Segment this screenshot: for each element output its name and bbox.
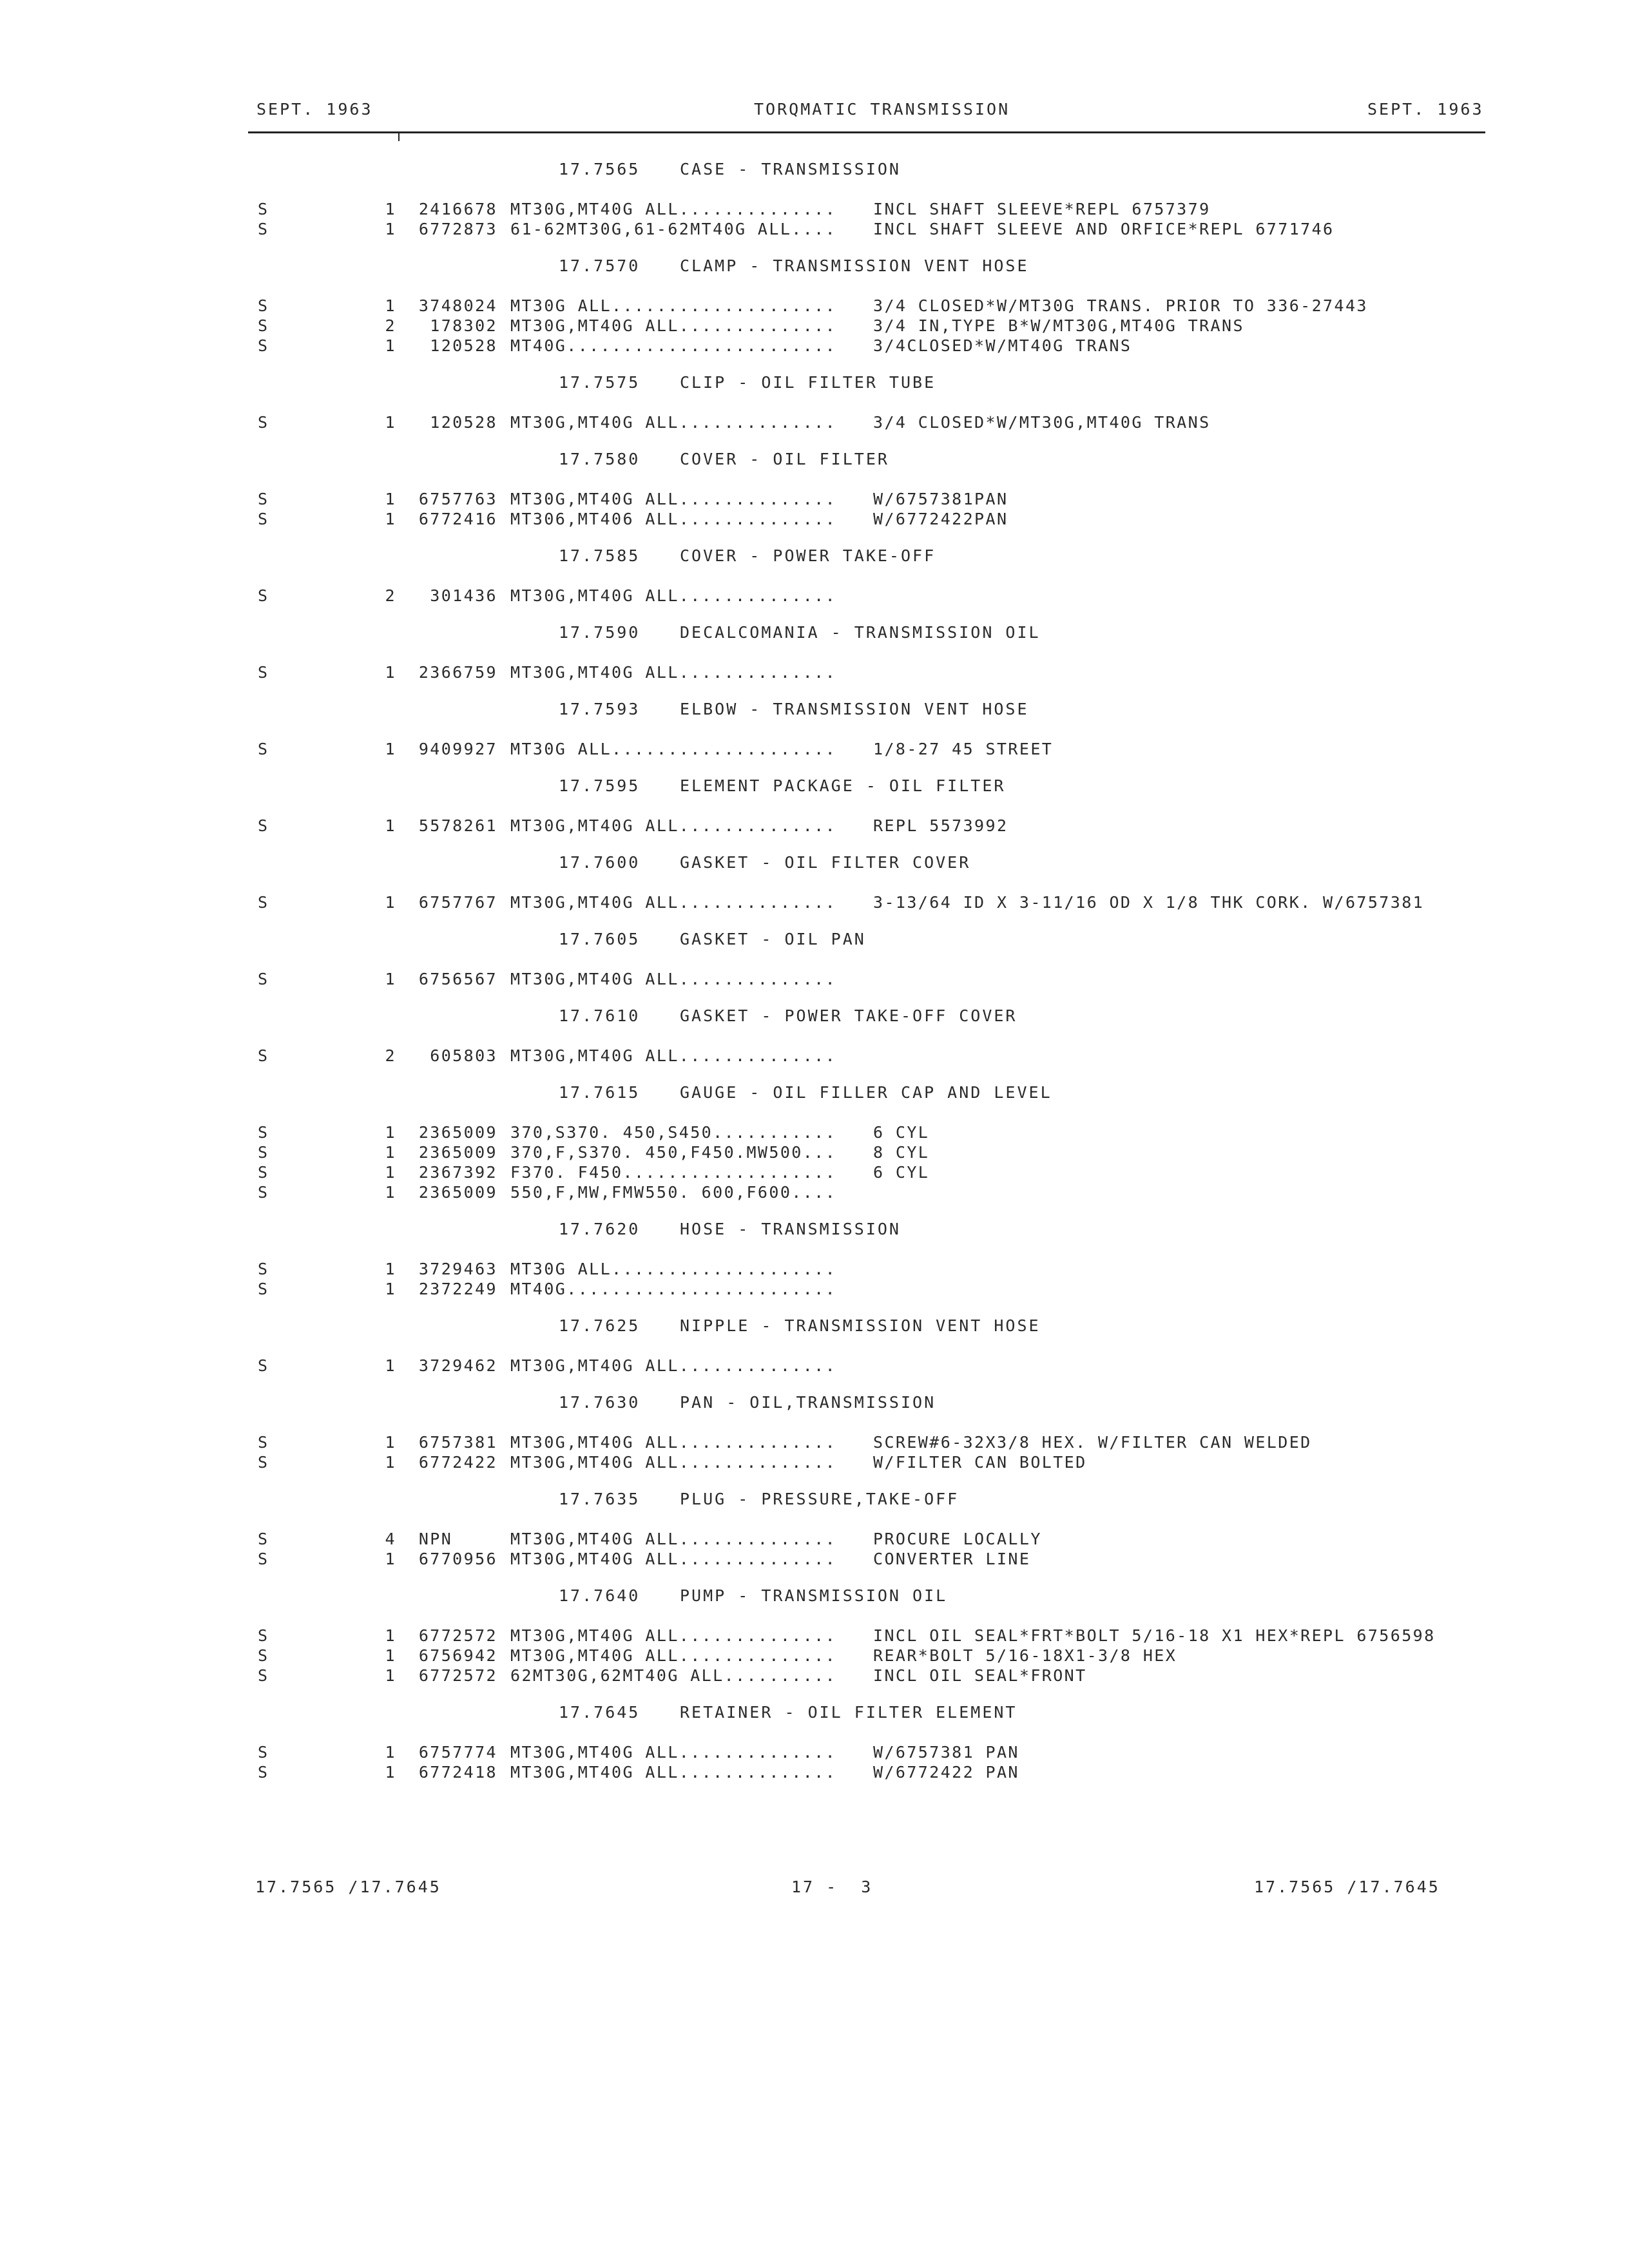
source-code: S (258, 1530, 269, 1548)
part-row (0, 1183, 1629, 1203)
source-code: S (258, 296, 269, 315)
quantity: 2 (385, 316, 396, 335)
model-application: 61-62MT30G,61-62MT40G ALL.... (510, 220, 837, 238)
part-row (0, 1763, 1629, 1783)
part-number: 6772572 (418, 1666, 497, 1685)
section-heading (0, 1316, 1629, 1341)
model-application: F370. F450................... (510, 1163, 837, 1182)
section-number: 17.7630 (559, 1393, 641, 1412)
quantity: 1 (385, 1356, 396, 1375)
description: SCREW#6-32X3/8 HEX. W/FILTER CAN WELDED (873, 1433, 1312, 1452)
description: 3/4 CLOSED*W/MT30G,MT40G TRANS (873, 413, 1211, 432)
model-application: 370,S370. 450,S450........... (510, 1123, 837, 1142)
part-number: 6757767 (418, 893, 497, 912)
part-number: 6772873 (418, 220, 497, 238)
description: 3-13/64 ID X 3-11/16 OD X 1/8 THK CORK. W/6757381 (873, 893, 1425, 912)
source-code: S (258, 1046, 269, 1065)
model-application: MT30G,MT40G ALL.............. (510, 1356, 837, 1375)
part-number: 2365009 (418, 1123, 497, 1142)
section-number: 17.7565 (559, 160, 641, 178)
section-title: GAUGE - OIL FILLER CAP AND LEVEL (680, 1083, 1052, 1102)
description: 3/4CLOSED*W/MT40G TRANS (873, 336, 1132, 355)
quantity: 1 (385, 1123, 396, 1142)
part-number: 5578261 (418, 816, 497, 835)
quantity: 1 (385, 200, 396, 218)
description: REPL 5573992 (873, 816, 1008, 835)
part-row (0, 1280, 1629, 1300)
section-heading (0, 1393, 1629, 1418)
section-heading (0, 1220, 1629, 1244)
part-number: 6757381 (418, 1433, 497, 1452)
section-number: 17.7615 (559, 1083, 641, 1102)
quantity: 1 (385, 1143, 396, 1162)
section-title: PLUG - PRESSURE,TAKE-OFF (680, 1490, 959, 1508)
description: 6 CYL (873, 1123, 930, 1142)
quantity: 1 (385, 1550, 396, 1568)
description: W/6772422PAN (873, 510, 1008, 528)
description: CONVERTER LINE (873, 1550, 1031, 1568)
description: 6 CYL (873, 1163, 930, 1182)
part-row (0, 586, 1629, 606)
part-number: 2365009 (418, 1183, 497, 1202)
section (0, 1316, 1629, 1393)
quantity: 1 (385, 1163, 396, 1182)
source-code: S (258, 663, 269, 682)
model-application: MT30G,MT40G ALL.............. (510, 200, 837, 218)
quantity: 1 (385, 740, 396, 758)
source-code: S (258, 1280, 269, 1298)
section-number: 17.7620 (559, 1220, 641, 1238)
source-code: S (258, 1260, 269, 1278)
section-number: 17.7575 (559, 373, 641, 392)
quantity: 1 (385, 1280, 396, 1298)
part-number: 2416678 (418, 200, 497, 218)
model-application: 62MT30G,62MT40G ALL.......... (510, 1666, 837, 1685)
section-heading (0, 1490, 1629, 1514)
description: W/6772422 PAN (873, 1763, 1019, 1782)
model-application: MT30G,MT40G ALL.............. (510, 1763, 837, 1782)
section-number: 17.7590 (559, 623, 641, 642)
quantity: 1 (385, 816, 396, 835)
section (0, 1490, 1629, 1586)
part-number: 6756567 (418, 970, 497, 988)
model-application: MT30G,MT40G ALL.............. (510, 1046, 837, 1065)
section-title: NIPPLE - TRANSMISSION VENT HOSE (680, 1316, 1041, 1335)
page-footer (0, 1878, 1629, 1903)
model-application: MT30G,MT40G ALL.............. (510, 970, 837, 988)
source-code: S (258, 1183, 269, 1202)
section (0, 1393, 1629, 1490)
part-number: 2365009 (418, 1143, 497, 1162)
description: INCL SHAFT SLEEVE AND ORFICE*REPL 6771746 (873, 220, 1335, 238)
part-row (0, 1530, 1629, 1550)
section (0, 1083, 1629, 1220)
model-application: MT30G,MT40G ALL.............. (510, 1626, 837, 1645)
part-row (0, 816, 1629, 836)
part-row (0, 336, 1629, 356)
part-row (0, 1666, 1629, 1686)
section (0, 450, 1629, 546)
quantity: 1 (385, 893, 396, 912)
model-application: MT30G ALL.................... (510, 1260, 837, 1278)
section-heading (0, 1586, 1629, 1611)
quantity: 1 (385, 490, 396, 508)
section-heading (0, 256, 1629, 281)
source-code: S (258, 490, 269, 508)
section-title: PAN - OIL,TRANSMISSION (680, 1393, 936, 1412)
section (0, 623, 1629, 700)
part-number: 6772416 (418, 510, 497, 528)
section-title: DECALCOMANIA - TRANSMISSION OIL (680, 623, 1041, 642)
part-number: 6772422 (418, 1453, 497, 1472)
quantity: 1 (385, 1626, 396, 1645)
section (0, 776, 1629, 853)
part-number: 2372249 (418, 1280, 497, 1298)
source-code: S (258, 1163, 269, 1182)
quantity: 1 (385, 1260, 396, 1278)
part-row (0, 490, 1629, 510)
source-code: S (258, 336, 269, 355)
part-row (0, 413, 1629, 433)
part-number: NPN (418, 1530, 497, 1548)
part-number: 6756942 (418, 1646, 497, 1665)
part-row (0, 1123, 1629, 1143)
source-code: S (258, 1143, 269, 1162)
part-row (0, 740, 1629, 760)
source-code: S (258, 1743, 269, 1762)
part-number: 301436 (430, 586, 497, 605)
model-application: 550,F,MW,FMW550. 600,F600.... (510, 1183, 837, 1202)
section (0, 1006, 1629, 1083)
part-row (0, 1743, 1629, 1763)
source-code: S (258, 1453, 269, 1472)
section-heading (0, 1006, 1629, 1031)
section (0, 373, 1629, 450)
section-heading (0, 623, 1629, 648)
header-date-right: SEPT. 1963 (1367, 100, 1484, 119)
section-title: COVER - OIL FILTER (680, 450, 889, 468)
source-code: S (258, 1646, 269, 1665)
part-row (0, 1163, 1629, 1183)
description: W/FILTER CAN BOLTED (873, 1453, 1087, 1472)
section-number: 17.7580 (559, 450, 641, 468)
part-number: 3748024 (418, 296, 497, 315)
quantity: 2 (385, 1046, 396, 1065)
source-code: S (258, 200, 269, 218)
part-row (0, 220, 1629, 240)
section-number: 17.7645 (559, 1703, 641, 1722)
quantity: 1 (385, 663, 396, 682)
quantity: 1 (385, 1666, 396, 1685)
part-row (0, 1356, 1629, 1376)
section-number: 17.7600 (559, 853, 641, 872)
model-application: MT30G,MT40G ALL.............. (510, 663, 837, 682)
quantity: 1 (385, 970, 396, 988)
quantity: 4 (385, 1530, 396, 1548)
source-code: S (258, 1123, 269, 1142)
model-application: MT30G,MT40G ALL.............. (510, 586, 837, 605)
part-row (0, 663, 1629, 683)
model-application: MT30G ALL.................... (510, 296, 837, 315)
header-rule (248, 131, 1485, 133)
page-number: 17 - 3 (791, 1878, 873, 1896)
source-code: S (258, 740, 269, 758)
section (0, 930, 1629, 1006)
parts-list (0, 160, 1629, 1800)
source-code: S (258, 1433, 269, 1452)
part-row (0, 1453, 1629, 1473)
section-title: PUMP - TRANSMISSION OIL (680, 1586, 948, 1605)
header-date-left: SEPT. 1963 (256, 100, 373, 119)
part-number: 6770956 (418, 1550, 497, 1568)
part-number: 605803 (430, 1046, 497, 1065)
section-number: 17.7595 (559, 776, 641, 795)
section-heading (0, 776, 1629, 801)
model-application: MT30G,MT40G ALL.............. (510, 1743, 837, 1762)
part-row (0, 1046, 1629, 1066)
description: 3/4 IN,TYPE B*W/MT30G,MT40G TRANS (873, 316, 1244, 335)
model-application: MT30G,MT40G ALL.............. (510, 1433, 837, 1452)
source-code: S (258, 220, 269, 238)
part-row (0, 1143, 1629, 1163)
part-row (0, 1433, 1629, 1453)
model-application: MT30G,MT40G ALL.............. (510, 1646, 837, 1665)
section (0, 546, 1629, 623)
source-code: S (258, 1763, 269, 1782)
source-code: S (258, 1550, 269, 1568)
model-application: MT40G........................ (510, 1280, 837, 1298)
quantity: 1 (385, 296, 396, 315)
quantity: 1 (385, 413, 396, 432)
section-title: COVER - POWER TAKE-OFF (680, 546, 936, 565)
source-code: S (258, 1356, 269, 1375)
description: INCL OIL SEAL*FRONT (873, 1666, 1087, 1685)
source-code: S (258, 970, 269, 988)
section-title: CLAMP - TRANSMISSION VENT HOSE (680, 256, 1029, 275)
part-number: 120528 (430, 413, 497, 432)
part-row (0, 1646, 1629, 1666)
model-application: MT30G,MT40G ALL.............. (510, 816, 837, 835)
section-title: CASE - TRANSMISSION (680, 160, 901, 178)
section-heading (0, 1703, 1629, 1727)
model-application: MT30G,MT40G ALL.............. (510, 1453, 837, 1472)
quantity: 1 (385, 1743, 396, 1762)
section-heading (0, 853, 1629, 878)
section-title: GASKET - OIL FILTER COVER (680, 853, 971, 872)
quantity: 1 (385, 1433, 396, 1452)
section-number: 17.7605 (559, 930, 641, 948)
quantity: 1 (385, 336, 396, 355)
section-number: 17.7593 (559, 700, 641, 718)
model-application: 370,F,S370. 450,F450.MW500... (510, 1143, 837, 1162)
section-title: RETAINER - OIL FILTER ELEMENT (680, 1703, 1017, 1722)
description: W/6757381PAN (873, 490, 1008, 508)
description: PROCURE LOCALLY (873, 1530, 1042, 1548)
section-heading (0, 700, 1629, 724)
part-number: 120528 (430, 336, 497, 355)
section (0, 853, 1629, 930)
source-code: S (258, 510, 269, 528)
quantity: 1 (385, 510, 396, 528)
section (0, 1220, 1629, 1316)
part-row (0, 1550, 1629, 1570)
part-row (0, 316, 1629, 336)
part-number: 3729462 (418, 1356, 497, 1375)
source-code: S (258, 1626, 269, 1645)
part-number: 6772418 (418, 1763, 497, 1782)
section-heading (0, 160, 1629, 184)
section (0, 1703, 1629, 1800)
section-number: 17.7625 (559, 1316, 641, 1335)
section-title: HOSE - TRANSMISSION (680, 1220, 901, 1238)
section (0, 700, 1629, 776)
section-number: 17.7585 (559, 546, 641, 565)
source-code: S (258, 316, 269, 335)
quantity: 1 (385, 1763, 396, 1782)
model-application: MT30G ALL.................... (510, 740, 837, 758)
section-title: ELBOW - TRANSMISSION VENT HOSE (680, 700, 1029, 718)
part-row (0, 893, 1629, 913)
description: REAR*BOLT 5/16-18X1-3/8 HEX (873, 1646, 1177, 1665)
section (0, 160, 1629, 256)
model-application: MT30G,MT40G ALL.............. (510, 893, 837, 912)
section-heading (0, 373, 1629, 398)
quantity: 1 (385, 1183, 396, 1202)
page-header (0, 100, 1629, 126)
part-number: 2367392 (418, 1163, 497, 1182)
section-heading (0, 1083, 1629, 1108)
part-number: 3729463 (418, 1260, 497, 1278)
description: W/6757381 PAN (873, 1743, 1019, 1762)
model-application: MT40G........................ (510, 336, 837, 355)
section-title: GASKET - POWER TAKE-OFF COVER (680, 1006, 1017, 1025)
description: 3/4 CLOSED*W/MT30G TRANS. PRIOR TO 336-27443 (873, 296, 1368, 315)
model-application: MT30G,MT40G ALL.............. (510, 490, 837, 508)
source-code: S (258, 413, 269, 432)
source-code: S (258, 1666, 269, 1685)
source-code: S (258, 893, 269, 912)
part-row (0, 1626, 1629, 1646)
part-row (0, 200, 1629, 220)
header-rule-tick (398, 133, 400, 141)
section-heading (0, 450, 1629, 474)
section-title: CLIP - OIL FILTER TUBE (680, 373, 936, 392)
section (0, 256, 1629, 373)
part-row (0, 510, 1629, 530)
quantity: 2 (385, 586, 396, 605)
part-row (0, 1260, 1629, 1280)
description: 8 CYL (873, 1143, 930, 1162)
part-number: 9409927 (418, 740, 497, 758)
part-number: 178302 (430, 316, 497, 335)
footer-range-left: 17.7565 /17.7645 (255, 1878, 441, 1896)
section-title: GASKET - OIL PAN (680, 930, 866, 948)
quantity: 1 (385, 1646, 396, 1665)
description: 1/8-27 45 STREET (873, 740, 1054, 758)
model-application: MT30G,MT40G ALL.............. (510, 1530, 837, 1548)
section-number: 17.7570 (559, 256, 641, 275)
header-title: TORQMATIC TRANSMISSION (754, 100, 1010, 119)
part-row (0, 970, 1629, 990)
section-heading (0, 546, 1629, 571)
quantity: 1 (385, 220, 396, 238)
model-application: MT30G,MT40G ALL.............. (510, 316, 837, 335)
part-number: 2366759 (418, 663, 497, 682)
source-code: S (258, 816, 269, 835)
description: INCL SHAFT SLEEVE*REPL 6757379 (873, 200, 1211, 218)
section-number: 17.7640 (559, 1586, 641, 1605)
part-row (0, 296, 1629, 316)
model-application: MT306,MT406 ALL.............. (510, 510, 837, 528)
part-number: 6757774 (418, 1743, 497, 1762)
footer-range-right: 17.7565 /17.7645 (1254, 1878, 1440, 1896)
source-code: S (258, 586, 269, 605)
section-number: 17.7610 (559, 1006, 641, 1025)
section-heading (0, 930, 1629, 954)
section (0, 1586, 1629, 1703)
part-number: 6757763 (418, 490, 497, 508)
model-application: MT30G,MT40G ALL.............. (510, 1550, 837, 1568)
section-number: 17.7635 (559, 1490, 641, 1508)
quantity: 1 (385, 1453, 396, 1472)
description: INCL OIL SEAL*FRT*BOLT 5/16-18 X1 HEX*REPL 6756598 (873, 1626, 1436, 1645)
section-title: ELEMENT PACKAGE - OIL FILTER (680, 776, 1006, 795)
model-application: MT30G,MT40G ALL.............. (510, 413, 837, 432)
part-number: 6772572 (418, 1626, 497, 1645)
